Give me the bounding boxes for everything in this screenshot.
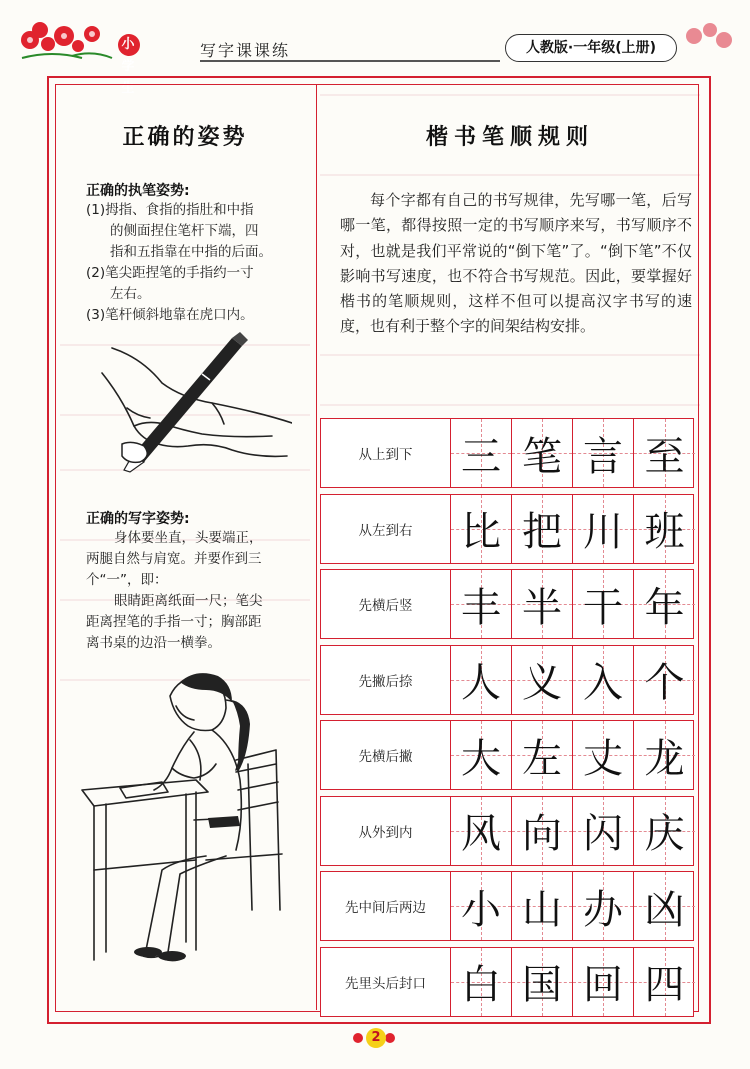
- character-grid-cell: [634, 948, 695, 1016]
- posture-line: 眼睛距离纸面一尺；笔尖: [114, 593, 263, 609]
- column-divider: [316, 84, 317, 1010]
- rule-label: 先中间后两边: [321, 872, 451, 940]
- rule-row: [320, 871, 694, 941]
- posture-line: 个“一”，即：: [86, 572, 168, 588]
- rule-row: [320, 494, 694, 564]
- character-grid-cell: [451, 646, 512, 714]
- flowers-decoration-icon: [12, 14, 132, 64]
- example-character: 龙: [644, 735, 685, 782]
- character-grid-cell: [512, 797, 573, 865]
- example-character: 风: [461, 811, 501, 857]
- example-character: 年: [644, 584, 685, 631]
- character-grid-cell: [451, 419, 512, 487]
- example-character: 班: [644, 509, 685, 555]
- rule-row: [320, 569, 694, 639]
- grip-line: 左右。: [110, 286, 151, 302]
- posture-instructions: [86, 528, 308, 654]
- rule-row: [320, 796, 694, 866]
- example-character: 回: [583, 962, 623, 1008]
- page-number: 2: [366, 1028, 386, 1048]
- example-character: 言: [583, 433, 623, 480]
- posture-line: 两腿自然与肩宽。并要作到三: [86, 551, 262, 567]
- character-grid-cell: [634, 495, 695, 563]
- example-character: 三: [461, 433, 501, 480]
- example-character: 入: [583, 660, 623, 706]
- edition-badge: 人教版·一年级(上册): [505, 34, 677, 62]
- character-grid-cell: [451, 570, 512, 638]
- example-character: 比: [461, 509, 501, 555]
- character-grid-cell: [634, 570, 695, 638]
- grip-line: 的侧面捏住笔杆下端，四: [110, 223, 259, 239]
- character-grid-cell: [634, 646, 695, 714]
- example-character: 小: [461, 886, 501, 933]
- character-grid-cell: [451, 797, 512, 865]
- rule-label: 从外到内: [321, 797, 451, 865]
- example-character: 四: [644, 962, 685, 1008]
- character-grid-cell: [451, 948, 512, 1016]
- example-character: 笔: [522, 433, 562, 480]
- example-character: 半: [522, 584, 562, 631]
- example-character: 闪: [583, 811, 623, 857]
- hand-holding-pen-illustration: [92, 328, 292, 478]
- character-grid-cell: [451, 872, 512, 940]
- book-subtitle: 写字课课练: [200, 41, 291, 60]
- character-grid-cell: [573, 646, 634, 714]
- brand-text: 小学生: [118, 34, 140, 56]
- character-grid-cell: [634, 419, 695, 487]
- example-character: 人: [461, 660, 501, 706]
- rule-label: 从上到下: [321, 419, 451, 487]
- character-grid-cell: [573, 495, 634, 563]
- character-grid-cell: [634, 721, 695, 789]
- rule-label: 先里头后封口: [321, 948, 451, 1016]
- intro-paragraph: 每个字都有自己的书写规律，先写哪一笔，后写哪一笔，都得按照一定的书写顺序来写，书写顺序不对，也就是我们平常说的“倒下笔”了。“倒下笔”不仅影响书写速度，也不符合书写规范。因此，要掌握好楷书的笔顺规则，这样不但可以提高汉字书写的速度，也有利于整个字的间架结构安排。: [340, 191, 692, 336]
- character-grid-cell: [573, 872, 634, 940]
- header-rule: [200, 60, 500, 62]
- character-grid-cell: [573, 570, 634, 638]
- example-character: 白: [461, 962, 501, 1008]
- example-character: 国: [522, 962, 562, 1008]
- example-character: 至: [644, 433, 685, 480]
- character-grid-cell: [512, 646, 573, 714]
- character-grid-cell: [634, 797, 695, 865]
- example-character: 山: [522, 886, 562, 933]
- rule-row: [320, 720, 694, 790]
- rule-row: [320, 645, 694, 715]
- grip-line: (2)笔尖距捏笔的手指约一寸: [86, 265, 254, 281]
- example-character: 丈: [583, 735, 623, 782]
- character-grid-cell: [634, 872, 695, 940]
- example-character: 丰: [461, 584, 501, 631]
- character-grid-cell: [512, 872, 573, 940]
- girl-writing-at-desk-illustration: [76, 660, 312, 980]
- posture-line: 离书桌的边沿一横拳。: [86, 635, 221, 651]
- rule-row: [320, 947, 694, 1017]
- character-grid-cell: [512, 495, 573, 563]
- grip-line: (1)拇指、食指的指肚和中指: [86, 202, 254, 218]
- stroke-order-intro: [340, 188, 692, 340]
- character-grid-cell: [512, 570, 573, 638]
- example-character: 左: [522, 735, 562, 782]
- example-character: 把: [522, 509, 562, 555]
- character-grid-cell: [512, 948, 573, 1016]
- grip-heading: 正确的执笔姿势:: [86, 183, 190, 199]
- example-character: 干: [583, 584, 623, 631]
- example-character: 大: [461, 735, 501, 782]
- example-character: 庆: [644, 811, 685, 857]
- character-grid-cell: [573, 948, 634, 1016]
- example-character: 办: [583, 886, 623, 933]
- rule-label: 从左到右: [321, 495, 451, 563]
- right-title: 楷书笔顺规则: [425, 125, 594, 150]
- character-grid-cell: [451, 721, 512, 789]
- example-character: 川: [583, 509, 623, 555]
- character-grid-cell: [573, 797, 634, 865]
- character-grid-cell: [451, 495, 512, 563]
- grip-instructions: [86, 200, 306, 326]
- example-character: 义: [522, 660, 562, 706]
- character-grid-cell: [512, 721, 573, 789]
- rule-label: 先撇后捺: [321, 646, 451, 714]
- character-grid-cell: [573, 419, 634, 487]
- grip-line: 指和五指靠在中指的后面。: [110, 244, 272, 260]
- character-grid-cell: [512, 419, 573, 487]
- left-title: 正确的姿势: [122, 125, 248, 150]
- character-grid-cell: [573, 721, 634, 789]
- example-character: 个: [644, 660, 685, 706]
- posture-line: 身体要坐直，头要端正，: [114, 530, 263, 546]
- grip-line: (3)笔杆倾斜地靠在虎口内。: [86, 307, 254, 323]
- page-number-badge: [352, 1026, 396, 1054]
- rule-row: [320, 418, 694, 488]
- example-character: 凶: [644, 886, 685, 933]
- flowers-right-icon: [680, 18, 740, 58]
- posture-line: 距离捏笔的手指一寸；胸部距: [86, 614, 262, 630]
- posture-heading: 正确的写字姿势:: [86, 511, 190, 527]
- page-header: [0, 0, 750, 96]
- example-character: 向: [522, 811, 562, 857]
- rule-label: 先横后竖: [321, 570, 451, 638]
- rule-label: 先横后撇: [321, 721, 451, 789]
